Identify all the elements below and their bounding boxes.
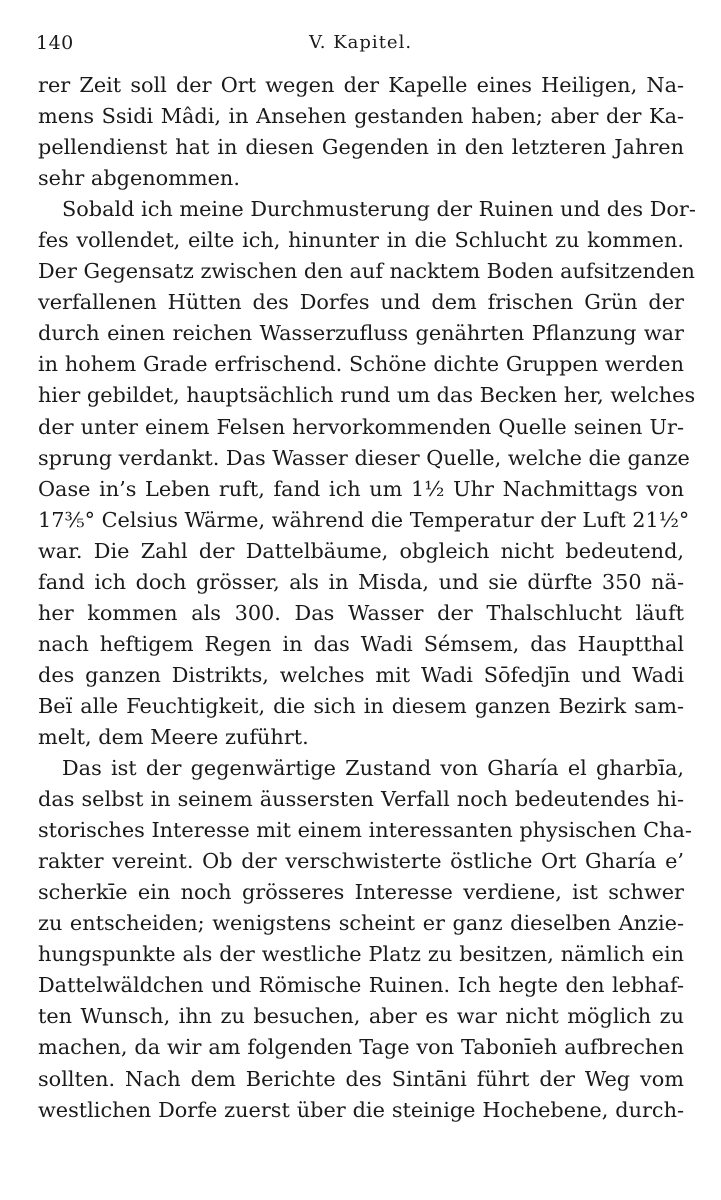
page-header [36,32,685,56]
text-line: der unter einem Felsen hervorkommenden Quelle seinen Ur- [38,414,684,439]
text-line: machen, da wir am folgenden Tage von Tabonīeh aufbrechen [38,1035,684,1060]
text-line: melt, dem Meere zuführt. [38,724,309,749]
text-line: das selbst in seinem äussersten Verfall noch bedeutendes hi- [38,787,684,812]
text-line: westlichen Dorfe zuerst über die steinige Hochebene, durch- [38,1097,684,1122]
text-line: rakter vereint. Ob der verschwisterte östliche Ort Gharía e’ [38,849,684,874]
text-line: sehr abgenommen. [38,166,240,191]
text-line: mens Ssidi Mâdi, in Ansehen gestanden haben; aber der Ka- [38,104,684,129]
running-head: V. Kapitel. [308,32,413,53]
text-line: Der Gegensatz zwischen den auf nacktem Boden aufsitzenden [38,259,695,284]
text-line: sollten. Nach dem Berichte des Sintāni führt der Weg vom [38,1066,684,1091]
text-line: fes vollendet, eilte ich, hinunter in die Schlucht zu kommen. [38,228,684,253]
text-line: rer Zeit soll der Ort wegen der Kapelle eines Heiligen, Na- [38,73,684,97]
text-line: 17⅗° Celsius Wärme, während die Temperatur der Luft 21½° [38,507,690,532]
text-line: war. Die Zahl der Dattelbäume, obgleich nicht bedeutend, [38,538,684,563]
text-line: storisches Interesse mit einem interessanten physischen Cha- [38,818,692,843]
text-line: hier gebildet, hauptsächlich rund um das Becken her, welches [38,383,696,408]
page-number: 140 [36,32,74,54]
text-line: hungspunkte als der westliche Platz zu besitzen, nämlich ein [38,942,684,967]
text-line: Beï alle Feuchtigkeit, die sich in diesem ganzen Bezirk sam- [38,693,684,718]
text-line: ten Wunsch, ihn zu besuchen, aber es war nicht möglich zu [38,1004,684,1029]
text-line: Dattelwäldchen und Römische Ruinen. Ich hegte den lebhaf- [38,973,684,998]
text-line: Das ist der gegenwärtige Zustand von Gharía el gharbīa, [62,756,684,781]
text-line: her kommen als 300. Das Wasser der Thalschlucht läuft [38,600,684,625]
body-text [38,70,696,1126]
text-line: zu entscheiden; wenigstens scheint er ganz dieselben Anzie- [38,911,684,936]
text-line: des ganzen Distrikts, welches mit Wadi Sōfedjīn und Wadi [38,662,684,687]
text-line: fand ich doch grösser, als in Misda, und sie dürfte 350 nä- [38,569,684,594]
text-line: pellendienst hat in diesen Gegenden in den letzteren Jahren [38,135,684,160]
text-line: verfallenen Hütten des Dorfes und dem frischen Grün der [38,290,684,315]
text-line: Oase in’s Leben ruft, fand ich um 1½ Uhr Nachmittags von [38,476,684,501]
text-line: in hohem Grade erfrischend. Schöne dichte Gruppen werden [38,352,684,377]
text-line: Sobald ich meine Durchmusterung der Ruinen und des Dor- [62,197,696,222]
text-line: nach heftigem Regen in das Wadi Sémsem, das Hauptthal [38,631,684,656]
text-line: sprung verdankt. Das Wasser dieser Quelle, welche die ganze [38,445,690,470]
text-line: durch einen reichen Wasserzufluss genährten Pflanzung war [38,321,684,346]
text-line: scherkīe ein noch grösseres Interesse verdiene, ist schwer [38,880,684,905]
